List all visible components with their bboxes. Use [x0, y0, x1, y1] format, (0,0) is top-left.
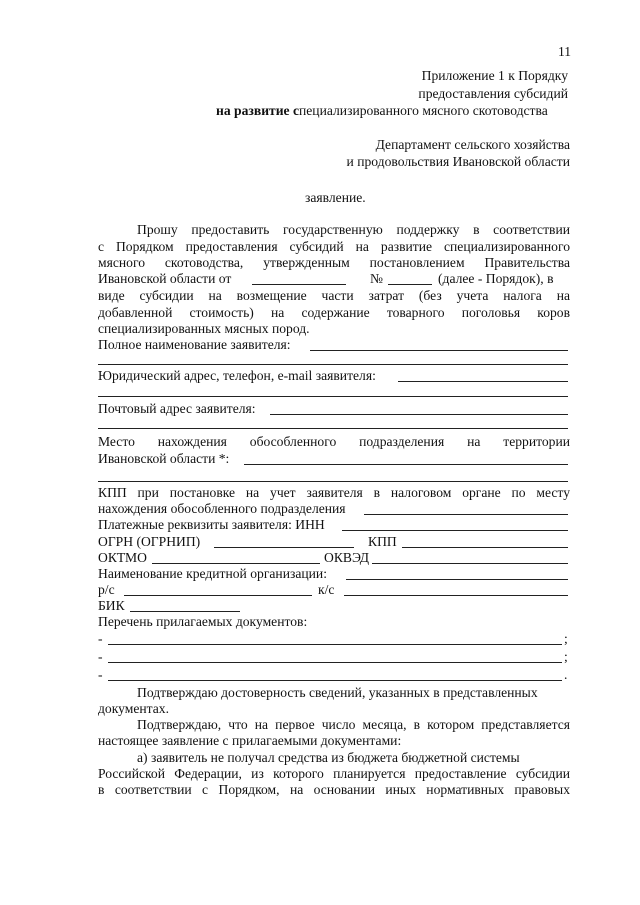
branch-field[interactable]	[244, 464, 568, 465]
intro-line-1: Прошу предоставить государственную поддержку в соответствии	[137, 222, 570, 237]
docs-label: Перечень прилагаемых документов:	[98, 614, 308, 629]
full-name-field[interactable]	[310, 350, 568, 351]
intro-line-5: виде субсидии на возмещение части затрат (без учета налога на	[98, 288, 570, 303]
kpp-branch-line-1: КПП при постановке на учет заявителя в налоговом органе по месту	[98, 485, 570, 500]
legal-address-label: Юридический адрес, телефон, e-mail заявителя:	[98, 368, 376, 383]
appendix-line-3	[216, 103, 548, 119]
item-a-line-3: в соответствии с Порядком, на основании иных нормативных правовых	[98, 782, 570, 797]
intro-line-3: мясного скотоводства, утвержденным постановлением Правительства	[98, 255, 570, 270]
bank-field[interactable]	[346, 579, 568, 580]
doc-dash-1: -	[98, 631, 103, 646]
appendix-line-2: предоставления субсидий	[418, 86, 568, 101]
kpp-branch-line-2: нахождения обособленного подразделения	[98, 501, 346, 516]
confirm2-line-1: Подтверждаю, что на первое число месяца, в котором представляется	[137, 717, 570, 732]
addressee-line-1: Департамент сельского хозяйства	[375, 137, 570, 152]
bik-label: БИК	[98, 598, 125, 613]
kpp-label: КПП	[368, 534, 397, 549]
number-blank[interactable]	[388, 284, 432, 285]
branch-label-line-2: Ивановской области *:	[98, 451, 230, 466]
okved-field[interactable]	[372, 563, 568, 564]
branch-field-2[interactable]	[98, 481, 568, 482]
doc-field-2[interactable]	[108, 662, 562, 663]
doc-field-3[interactable]	[108, 680, 562, 681]
branch-label-line-1: Место нахождения обособленного подразделения на территории	[98, 434, 570, 449]
date-blank[interactable]	[252, 284, 346, 285]
item-a-line-1: а) заявитель не получал средства из бюджета бюджетной системы	[137, 750, 520, 765]
doc-period-3: .	[564, 667, 568, 682]
okved-label: ОКВЭД	[324, 550, 370, 565]
payment-label: Платежные реквизиты заявителя: ИНН	[98, 517, 325, 532]
full-name-field-2[interactable]	[98, 364, 568, 365]
intro-line-7: специализированных мясных пород.	[98, 321, 310, 336]
bank-label: Наименование кредитной организации:	[98, 566, 327, 581]
intro-line-4c: (далее - Порядок), в	[438, 271, 554, 286]
inn-field[interactable]	[342, 530, 568, 531]
intro-line-6: добавленной стоимость) на содержание товарного поголовья коров	[98, 305, 570, 320]
bik-field[interactable]	[130, 611, 240, 612]
doc-semicolon-2: ;	[564, 649, 568, 664]
confirm2-line-2: настоящее заявление с прилагаемыми документами:	[98, 733, 402, 748]
rs-label: р/с	[98, 582, 115, 597]
intro-line-4b: №	[370, 271, 383, 286]
ks-label: к/с	[318, 582, 335, 597]
postal-address-field[interactable]	[270, 414, 568, 415]
addressee-line-2: и продовольствия Ивановской области	[346, 154, 570, 169]
postal-address-field-2[interactable]	[98, 428, 568, 429]
intro-line-2: с Порядком предоставления субсидий на развитие специализированного	[98, 239, 570, 254]
doc-field-1[interactable]	[108, 644, 562, 645]
confirm1-line-1: Подтверждаю достоверность сведений, указанных в представленных	[137, 685, 538, 700]
appendix-line-3-rest: пециализированного мясного скотоводства	[299, 103, 548, 118]
item-a-line-2: Российской Федерации, из которого планируется предоставление субсидии	[98, 766, 570, 781]
oktmo-label: ОКТМО	[98, 550, 147, 565]
confirm1-line-2: документах.	[98, 701, 169, 716]
page-number: 11	[558, 44, 572, 59]
legal-address-field[interactable]	[398, 381, 568, 382]
appendix-line-3-bold: на развитие с	[216, 103, 299, 118]
doc-dash-2: -	[98, 649, 103, 664]
rs-field[interactable]	[124, 595, 312, 596]
oktmo-field[interactable]	[152, 563, 320, 564]
ogrn-field[interactable]	[214, 547, 354, 548]
ogrn-label: ОГРН (ОГРНИП)	[98, 534, 201, 549]
intro-line-4a: Ивановской области от	[98, 271, 232, 286]
appendix-line-1: Приложение 1 к Порядку	[421, 68, 568, 83]
kpp-branch-field[interactable]	[364, 514, 568, 515]
legal-address-field-2[interactable]	[98, 396, 568, 397]
postal-address-label: Почтовый адрес заявителя:	[98, 401, 256, 416]
doc-dash-3: -	[98, 667, 103, 682]
doc-semicolon-1: ;	[564, 631, 568, 646]
ks-field[interactable]	[344, 595, 568, 596]
document-title: заявление.	[305, 190, 366, 205]
full-name-label: Полное наименование заявителя:	[98, 337, 291, 352]
kpp-field[interactable]	[402, 547, 568, 548]
